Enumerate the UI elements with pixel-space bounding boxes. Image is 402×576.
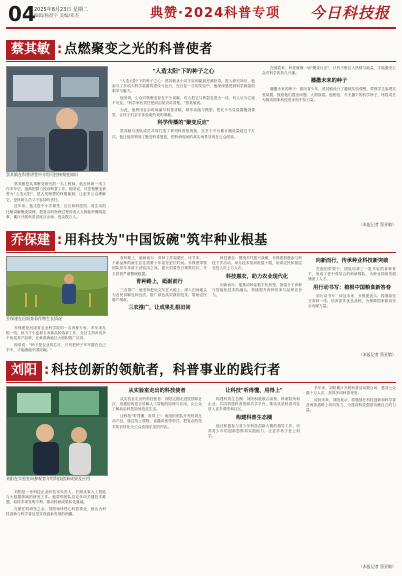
article1-column-1 bbox=[6, 182, 106, 228]
article3-column-1 bbox=[6, 490, 106, 572]
article2-rule bbox=[6, 252, 396, 253]
paragraph: 多年来，刘阳累计开展科普活动数百场，惠及公众数十万人次，获得多项科普荣誉。 bbox=[306, 386, 396, 396]
paragraph: 让科技"听得懂、用得上"：他组织团队开发科普互动产品，通过线上课程、直播讲座等形式，把复杂的技术知识转化为公众喜闻乐见的内容。 bbox=[112, 414, 202, 429]
article2-column-3 bbox=[212, 256, 302, 358]
header-separator: : bbox=[57, 233, 63, 248]
paragraph: 向新而行：他推动种业数字化转型，探索分子育种与智能化技术的融合，持续提升育种效率与品种竞争力。 bbox=[212, 282, 302, 298]
article3-subheading-1: 从实验室走出的科技使者 bbox=[128, 388, 186, 394]
paragraph: 他发现，公众对核聚变存在不少误解，有人把它与核裂变混为一谈，有人认为它遥不可及。"科学家有责任把前沿知识讲清楚。"蔡其敏说。 bbox=[112, 96, 255, 106]
article2-column-4 bbox=[308, 256, 396, 352]
paragraph: 在他看来，科普就像一场"聚变反应"，只有不断注入热情与能量，才能激发公众对科学的持久兴趣。 bbox=[262, 66, 396, 76]
article1-photo bbox=[6, 66, 108, 172]
article1-photo-caption: 蔡其敏在科普讲堂中介绍可控核聚变知识 bbox=[6, 172, 78, 177]
article3-subheading-3: 构建科普生态圈 bbox=[235, 414, 273, 421]
article1-person-name: 蔡其敏 bbox=[6, 40, 55, 60]
header-separator: : bbox=[44, 363, 50, 378]
page-number: 04 bbox=[8, 2, 36, 26]
paragraph: "人造太阳"下的种子之心：蔡其敏从小对宇宙和能源充满好奇。进入研究所后，他参与了多项大科学装置的建设与运行，在日复一日的实验中，他深深感受到科学探索的艰辛与魅力。 bbox=[112, 79, 255, 94]
article1-column-3 bbox=[262, 66, 396, 222]
article2-subheading-5: 用行动书写：植根中国粮食新答卷 bbox=[313, 284, 391, 291]
article2-subheading-4: 向新而行，传承种业科技新突破 bbox=[315, 258, 389, 264]
paragraph: 蔡其敏与团队成员共同打造了系列科普短视频，在多个平台累计播放量超过千万次。他还组织策划了聚变科普展览，把科研现场的真实场景呈现在公众面前。 bbox=[112, 129, 255, 139]
newspaper-logo: 今日科技报 bbox=[309, 4, 390, 22]
article2-subheading-2: 三农推广，让成果扎根田间 bbox=[128, 305, 191, 312]
article2-person-name: 乔保建 bbox=[6, 231, 55, 251]
article1-headline: 点燃聚变之光的科普使者 bbox=[64, 42, 213, 57]
paragraph: 他还积极参与青少年科技创新大赛的指导工作，培养青少年的创新思维和实践能力，让更多孩子爱上科学。 bbox=[208, 423, 300, 439]
article1-author: （本报记者 蔡亚敏） bbox=[358, 222, 396, 227]
article1-subheading-1: "人造太阳"下的种子之心 bbox=[152, 69, 215, 75]
article3-column-2 bbox=[112, 386, 202, 572]
paragraph: 播撒未来的种子：面向青少年，蔡其敏设计了趣味实验课程，带领学生参观实验装置，鼓励他们提出问题、大胆探索。他相信，今天播下的科学种子，终将成长为推动国家科技进步的中坚力量。 bbox=[262, 87, 396, 102]
paragraph: 科技惠农：围绕乡村振兴战略，乔保建积极参与科技下乡活动，举办技术培训班数十期，培训农民和基层农技人员上万人次。 bbox=[212, 256, 302, 271]
editor-credit: 编辑/杨晨宇 美编/邓杰 bbox=[34, 14, 79, 19]
paragraph: 用行动书写：谈及未来，乔保建表示，将继续坚守育种一线，培育更多优良品种，为保障国家粮食安全贡献力量。 bbox=[308, 293, 396, 309]
article2-photo-caption: 乔保建在田间查看作物生长情况 bbox=[6, 316, 62, 321]
article3-column-3 bbox=[208, 386, 300, 572]
article3-person-name: 刘阳 bbox=[6, 361, 42, 381]
section-title: 典赞·2024科普专项 bbox=[150, 6, 281, 21]
article2-headline: 用科技为"中国饭碗"筑牢种业根基 bbox=[64, 233, 268, 248]
masthead bbox=[0, 0, 402, 38]
masthead-rule bbox=[6, 27, 396, 29]
header-separator: : bbox=[57, 42, 63, 57]
article2-photo bbox=[6, 256, 108, 316]
paragraph: 为此，他利用业余时间编写科普讲稿，制作动画与模型，把托卡马克装置搬进课堂，让孩子们亲手体验磁约束的奥秘。 bbox=[112, 108, 255, 118]
article1-subheading-3: 播撒未来的种子 bbox=[310, 78, 348, 85]
article3-author: （本报记者 蔡亚敏） bbox=[358, 564, 396, 569]
paragraph: 育种路上，砥砺前行：育种工作周期长、环节多，一个新品种的诞生往往需要十年甚至更长时间。乔保建带领团队常年奔波于试验田之间，夏天顶着烈日观察性状，冬天冒着严寒整理数据。 bbox=[112, 256, 207, 276]
paragraph: 刘阳是一家科技企业的技术负责人，长期从事人工智能与大数据领域的研发工作。他带领团队攻克多项关键技术难题，取得多项发明专利，推动科研成果转化落地。 bbox=[6, 490, 106, 505]
paragraph: 近年来，他走进中小学课堂、社区和科技馆，用生动的比喻讲解聚变原理，把复杂的物理过程讲成人人都能听懂的故事，累计开展科普讲座百余场，受众数万人。 bbox=[6, 204, 106, 219]
paragraph: 谈到未来，刘阳表示，将继续在科技创新和科学普及两条道路上同向发力，为建设科技强国贡献自己的力量。 bbox=[306, 397, 396, 413]
article3-photo-caption: 刘阳在实验室向参观者介绍科技创新成果及应用 bbox=[6, 476, 90, 481]
article2-header bbox=[6, 231, 268, 251]
paragraph: 他常说："种子是农业的芯片，只有把种子牢牢握在自己手中，才能端稳中国饭碗。" bbox=[6, 343, 106, 353]
paragraph: 构建科普生态圈：刘阳积极联合高校、科研院所和企业，共同搭建科普资源共享平台，推动优质科普内容进入更多课堂和社区。 bbox=[208, 397, 300, 412]
article1-header bbox=[6, 40, 213, 60]
article1-column-2 bbox=[112, 66, 255, 228]
article2-subheading-1: 育种路上，砥砺前行 bbox=[136, 278, 183, 285]
article1-rule bbox=[6, 61, 396, 62]
article3-subheading-2: 让科技"听得懂、用得上" bbox=[225, 388, 283, 394]
article2-subheading-3: 科技惠农，助力农业现代化 bbox=[225, 273, 289, 280]
paragraph: 在他的带领下，团队培养了一批年轻的育种骨干，形成了老中青结合的科研梯队，为种业持续发展储备了人才。 bbox=[308, 267, 396, 282]
article2-author: （本报记者 蔡亚敏） bbox=[358, 352, 396, 357]
article3-photo bbox=[6, 386, 108, 476]
paragraph: 三农推广：他坚持把论文写在大地上，深入田间地头为农民讲解良种良法，推广绿色高效栽培技术，帮助农民增产增收。 bbox=[112, 287, 207, 303]
paragraph: 在繁忙的研发之余，刘阳始终热心科普事业，他认为科技创新与科学普及是实现创新发展的两翼。 bbox=[6, 507, 106, 517]
article3-header bbox=[6, 361, 281, 381]
paragraph: 乔保建是河南省农业科学院的一名育种专家，多年来扎根一线，致力于小麦和玉米新品种选育工作，先后主持育成多个优质高产品种，在黄淮海地区大面积推广应用。 bbox=[6, 326, 106, 341]
article2-column-1 bbox=[6, 326, 106, 358]
issue-date: 2025年8月23日 星期二 bbox=[34, 7, 88, 13]
article3-headline: 科技创新的领航者，科普事业的践行者 bbox=[51, 363, 281, 378]
paragraph: 从实验室走出的科技使者：刘阳定期走进校园和社区，用通俗的语言讲解人工智能的原理与应用，让公众了解前沿科技如何改变生活。 bbox=[112, 397, 202, 412]
paragraph: 蔡其敏是从事聚变研究的一名工程师，他在科研一线工作多年后，逐渐把精力投向科普工作。他常说，可控核聚变被誉为"人造太阳"，是人类理想的终极能源，让更多公众理解它，是科研人员义不容辞的责任。 bbox=[6, 182, 106, 202]
article3-rule bbox=[6, 382, 396, 383]
article2-column-2 bbox=[112, 256, 207, 358]
article3-column-4 bbox=[306, 386, 396, 562]
article1-subheading-2: 科学传播的"聚变反应" bbox=[157, 120, 210, 127]
